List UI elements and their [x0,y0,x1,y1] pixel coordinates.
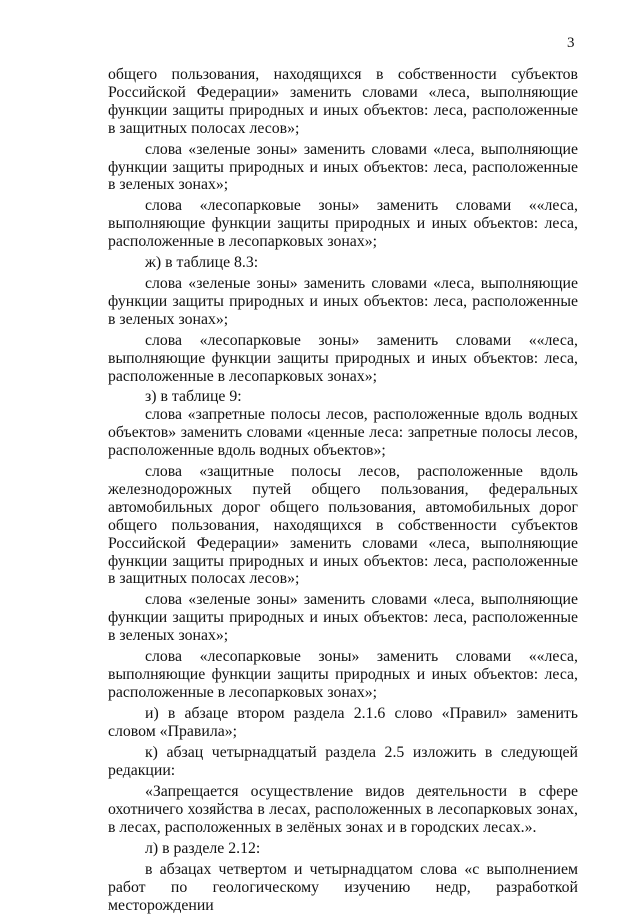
paragraph: слова «защитные полосы лесов, расположенные вдоль железнодорожных путей общего пользования, федеральных автомобильных дорог общего пользования, автомобильных дорог общего пользования, находящихся в собственности субъектов Российской Федерации» заменить словами «леса, выполняющие функции защиты природных и иных объектов: леса, расположенные в защитных полосах лесов»; [108,463,578,588]
paragraph: слова «зеленые зоны» заменить словами «леса, выполняющие функции защиты природных и иных объектов: леса, расположенные в зеленых зонах»; [108,274,578,328]
paragraph: слова «зеленые зоны» заменить словами «леса, выполняющие функции защиты природных и иных объектов: леса, расположенные в зеленых зонах»; [108,140,578,194]
page-number: 3 [567,35,575,51]
paragraph: л) в разделе 2.12: [145,840,261,858]
paragraph: слова «лесопарковые зоны» заменить словами ««леса, выполняющие функции защиты природных и иных объектов: леса, расположенные в лесопарковых зонах»; [108,331,578,385]
paragraph: слова «зеленые зоны» заменить словами «леса, выполняющие функции защиты природных и иных объектов: леса, расположенные в зеленых зонах»; [108,591,578,645]
paragraph: общего пользования, находящихся в собственности субъектов Российской Федерации» заменить словами «леса, выполняющие функции защиты природных и иных объектов: леса, расположенные в защитных полосах лесов»; [108,66,578,137]
paragraph: ж) в таблице 8.3: [145,254,259,272]
paragraph: и) в абзаце втором раздела 2.1.6 слово «Правил» заменить словом «Правила»; [108,704,578,740]
quoted-paragraph: «Запрещается осуществление видов деятельности в сфере охотничего хозяйства в лесах, расположенных в лесопарковых зонах, в лесах, расположенных в зелёных зонах и в городских лесах.». [108,783,578,837]
paragraph: з) в таблице 9: [145,388,242,406]
paragraph: слова «запретные полосы лесов, расположенные вдоль водных объектов» заменить словами «ценные леса: запретные полосы лесов, расположенные вдоль водных объектов»; [108,406,578,460]
paragraph: в абзацах четвертом и четырнадцатом слова «с выполнением работ по геологическому изучению недр, разработкой месторождении [108,861,578,914]
paragraph: к) абзац четырнадцатый раздела 2.5 изложить в следующей редакции: [108,743,578,779]
document-body [108,66,578,915]
paragraph: слова «лесопарковые зоны» заменить словами ««леса, выполняющие функции защиты природных и иных объектов: леса, расположенные в лесопарковых зонах»; [108,648,578,701]
paragraph: слова «лесопарковые зоны» заменить словами ««леса, выполняющие функции защиты природных и иных объектов: леса, расположенные в лесопарковых зонах»; [108,197,578,251]
